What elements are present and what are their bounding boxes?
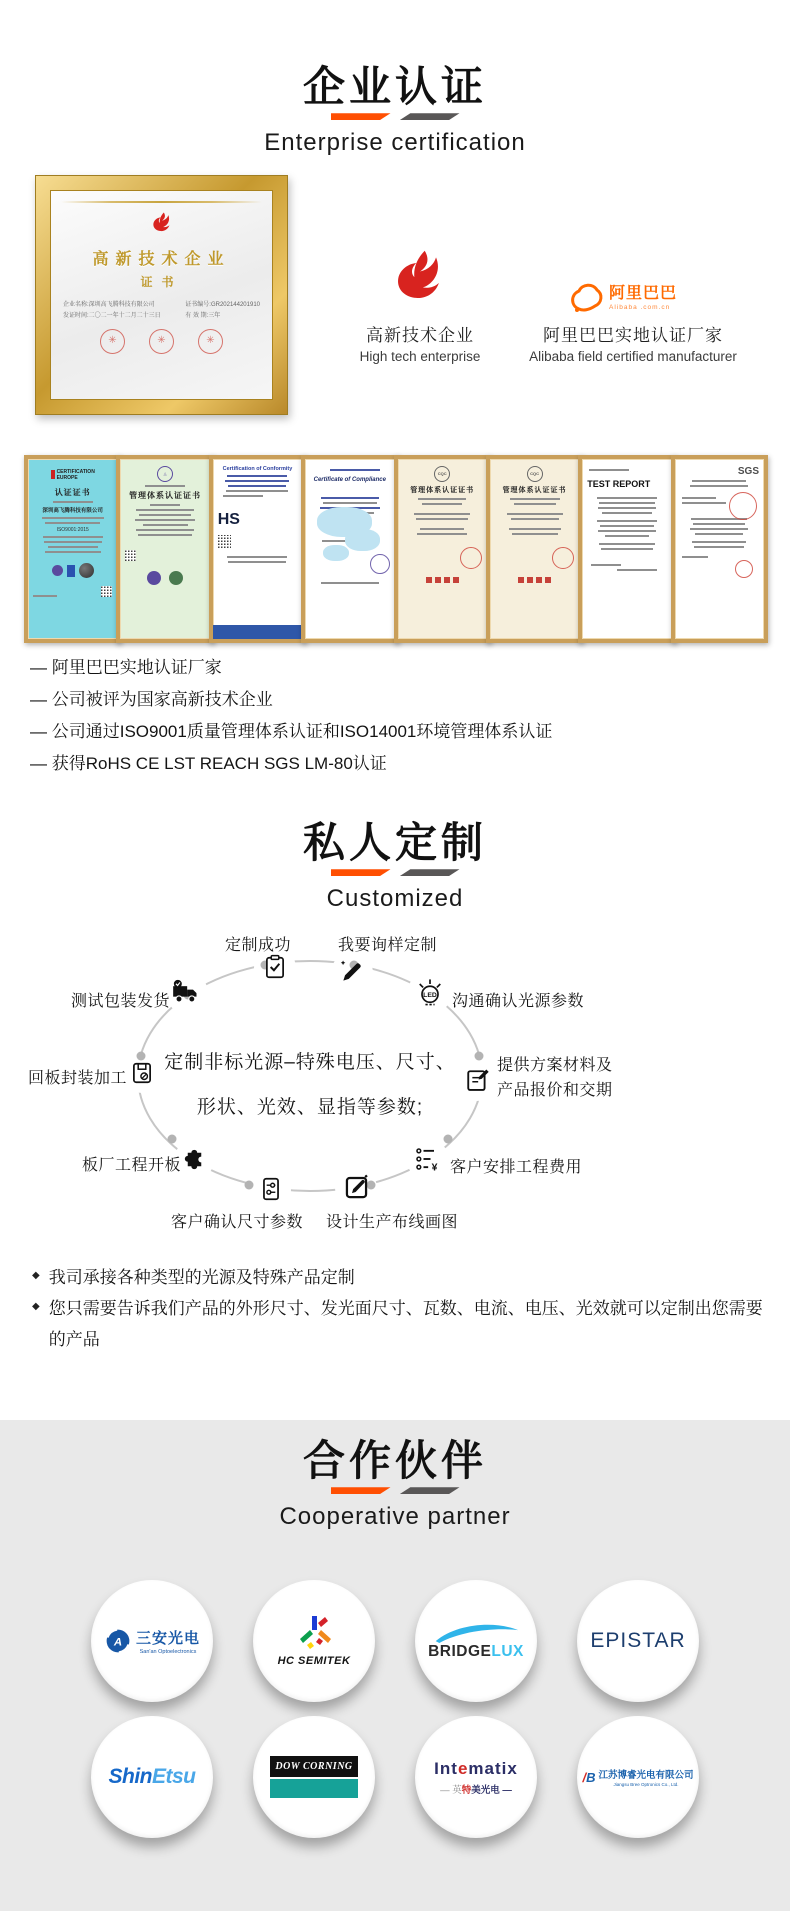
seal-row-icon (527, 577, 533, 583)
seal-row-icon (536, 577, 542, 583)
cert1-subtitle: 认证证书 (54, 488, 91, 497)
certificate-paper (50, 190, 273, 400)
certificate-thumb-management (116, 455, 213, 643)
cert4-title: Certificate of Compliance (313, 477, 386, 483)
cert-company-line: 企业名称:深圳高飞腾科技有限公司 (63, 302, 155, 308)
hcsemitek-name: HC SEMITEK (277, 1655, 351, 1667)
certification-bullets (30, 652, 770, 780)
partner-sanan (91, 1580, 213, 1702)
cert-date-line: 发证时间:二〇二一年十二月二十三日 (63, 313, 161, 319)
sliders-icon (258, 1176, 284, 1202)
world-map-graphic (323, 545, 349, 561)
cert7-title: TEST REPORT (587, 479, 651, 489)
title-underline (0, 869, 790, 876)
custom-process-diagram (0, 928, 790, 1248)
cqc-logo-icon: CQC (527, 466, 543, 482)
enterprise-cert-header (0, 64, 790, 157)
underline-gray (400, 869, 460, 876)
sanan-name-cn: 三安光电 (135, 1630, 200, 1647)
red-stamp-icon: ✳ (198, 329, 223, 354)
certificate-thumb-europe (24, 455, 121, 643)
intematix-name-cn: — 英特美光电 — (440, 1784, 512, 1796)
underline-gray (400, 1487, 460, 1494)
partner-subtitle: Cooperative partner (279, 1503, 511, 1531)
step-packaging-label: 回板封装加工 (27, 1070, 127, 1087)
cert1-title: CERTIFICATION EUROPE (56, 468, 95, 481)
cert1-company: 深圳高飞腾科技有限公司 (42, 508, 103, 514)
seal-row-icon (518, 577, 524, 583)
pencil-icon (339, 959, 365, 985)
red-stamp-icon: ✳ (149, 329, 174, 354)
iaf-badge-icon (52, 565, 63, 576)
qr-code-icon (101, 586, 112, 597)
seal-row-icon (453, 577, 459, 583)
cert-bullet: — 阿里巴巴实地认证厂家 (30, 658, 222, 677)
seal-row-icon (435, 577, 441, 583)
alibaba-logo-subtext: Alibaba .com.cn (609, 303, 671, 311)
cert3-title: Certification of Conformity (222, 466, 293, 472)
center-line2: 形状、光效、显指等参数; (196, 1097, 424, 1118)
certificate-thumb-sgs (671, 455, 768, 643)
ukas-badge-icon (67, 565, 75, 577)
cert1-standard: ISO9001:2015 (56, 527, 89, 533)
epistar-name: EPISTAR (590, 1629, 686, 1652)
partner-bree (577, 1716, 699, 1838)
cert2-title: 管理体系认证证书 (129, 491, 202, 500)
partner-epistar (577, 1580, 699, 1702)
step-shipping-label: 测试包装发货 (70, 993, 170, 1010)
medal-icon (79, 563, 94, 578)
torch-icon (387, 247, 453, 313)
certificate-thumb-compliance (301, 455, 398, 643)
certificate-thumb-rohs (209, 455, 306, 643)
dowcorning-name: DOW CORNING (270, 1756, 358, 1777)
partner-row-2 (0, 1716, 790, 1838)
red-seal-icon (735, 560, 753, 578)
step-layout-design-label: 设计生产布线画图 (325, 1214, 458, 1231)
design-pen-icon (343, 1174, 370, 1201)
gold-framed-certificate (35, 175, 288, 415)
fee-list-icon (413, 1145, 441, 1173)
alibaba-badge-label: 阿里巴巴实地认证厂家 (543, 326, 723, 345)
bree-name-en: Jiangsu Bree Optronics Co., Ltd. (613, 1782, 679, 1787)
title-underline (0, 1487, 790, 1494)
partner-row-1 (0, 1580, 790, 1702)
partner-header (0, 1438, 790, 1531)
enterprise-cert-subtitle: Enterprise certification (264, 129, 526, 157)
alibaba-logo (568, 281, 718, 315)
certificate-thumb-testreport (578, 455, 675, 643)
cert3-rohs-text: HS (217, 511, 240, 528)
bridgelux-name: BRIDGELUX (428, 1643, 524, 1660)
certificate-title: 高新技术企业 (92, 251, 231, 268)
cert-validity-line: 有 效 期:三年 (185, 313, 221, 319)
underline-orange (331, 869, 391, 876)
chip-board-icon (129, 1060, 155, 1086)
alibaba-badge-label-en: Alibaba field certified manufacturer (529, 349, 737, 364)
alibaba-face-icon (568, 281, 604, 315)
cert3-footer-band (213, 625, 302, 639)
bree-logo-icon: /B (582, 1769, 596, 1785)
hcsemitek-logo-icon (296, 1615, 332, 1651)
step-quote-label-line1: 提供方案材料及 (497, 1057, 613, 1074)
cert-bullet: — 获得RoHS CE LST REACH SGS LM-80认证 (30, 754, 387, 773)
purple-seal-icon (370, 554, 390, 574)
customized-title: 私人定制 (302, 819, 487, 866)
partner-intematix (415, 1716, 537, 1838)
svg-text:A: A (113, 1636, 123, 1649)
iaf-badge-icon (147, 571, 161, 585)
cnas-badge-icon (169, 571, 183, 585)
hitech-badge-label-en: High tech enterprise (359, 349, 481, 364)
partner-hcsemitek (253, 1580, 375, 1702)
document-pen-icon (463, 1066, 491, 1094)
cqc-logo-icon: CQC (434, 466, 450, 482)
custom-bullets (30, 1262, 766, 1355)
world-map-graphic (345, 529, 380, 551)
certificate-thumb-cqc2 (486, 455, 583, 643)
dowcorning-teal-bar (270, 1779, 358, 1798)
cert-bullet: — 公司通过ISO9001质量管理体系认证和ISO14001环境管理体系认证 (30, 722, 553, 741)
customized-header (0, 820, 790, 913)
cert5-title: 管理体系认证证书 (410, 487, 475, 494)
cert-bullet: — 公司被评为国家高新技术企业 (30, 690, 273, 709)
sanan-name-en: San'an Optoelectronics (139, 1649, 197, 1655)
sgs-logo-text: SGS (737, 466, 759, 477)
custom-bullet: ◆ 我司承接各种类型的光源及特殊产品定制 (30, 1262, 766, 1293)
bridgelux-swoosh-icon (430, 1621, 522, 1643)
qr-code-icon (218, 535, 231, 548)
seal-row-icon (444, 577, 450, 583)
certificate-seal-text: 证书 (140, 275, 183, 289)
certificate-thumb-cqc1 (394, 455, 491, 643)
certificate-ornament-rule (61, 201, 262, 203)
underline-orange (331, 1487, 391, 1494)
diamond-marker: ◆ (32, 1270, 40, 1281)
partner-bridgelux (415, 1580, 537, 1702)
cert-number-line: 证书编号:GR202144201910 (185, 302, 260, 308)
step-board-label: 板厂工程开板 (81, 1157, 181, 1174)
puzzle-icon (181, 1146, 208, 1173)
torch-icon (149, 211, 175, 237)
step-fee-label: 客户安排工程费用 (450, 1159, 583, 1176)
red-seal-icon (460, 547, 482, 569)
custom-bullet: ◆ 您只需要告诉我们产品的外形尺寸、发光面尺寸、瓦数、电流、电压、光效就可以定制出您需要的产品 (30, 1293, 766, 1355)
certificate-info (63, 300, 260, 322)
step-success-label: 定制成功 (224, 937, 291, 954)
red-seal-icon (552, 547, 574, 569)
red-stamp-icon: ✳ (100, 329, 125, 354)
sanan-logo-icon (104, 1627, 132, 1655)
center-line1: 定制非标光源–特殊电压、尺寸、 (164, 1052, 456, 1073)
partner-title: 合作伙伴 (302, 1437, 487, 1484)
led-bulb-icon (414, 976, 446, 1008)
hitech-badge-label: 高新技术企业 (366, 326, 474, 345)
intematix-name: Intematix (434, 1758, 518, 1778)
seal-row-icon (545, 577, 551, 583)
partner-dowcorning (253, 1716, 375, 1838)
clipboard-check-icon (262, 954, 288, 980)
step-quote-label-line2: 产品报价和交期 (497, 1082, 613, 1099)
certificate-stamps (51, 329, 272, 354)
svg-text:¥: ¥ (431, 1161, 438, 1173)
step-size-confirm-label: 客户确认尺寸参数 (170, 1214, 303, 1231)
customized-subtitle: Customized (326, 885, 464, 913)
step-confirm-params-label: 沟通确认光源参数 (452, 993, 585, 1010)
title-underline (0, 113, 790, 120)
bree-name-cn: 江苏博睿光电有限公司 (598, 1770, 694, 1781)
underline-gray (400, 113, 460, 120)
certificates-gallery (24, 455, 768, 643)
step-inquiry-label: 我要询样定制 (338, 937, 438, 954)
cqc-logo-icon: ◬ (157, 466, 173, 482)
alibaba-logo-text: 阿里巴巴 (609, 284, 678, 302)
enterprise-cert-title: 企业认证 (302, 63, 487, 110)
seal-row-icon (426, 577, 432, 583)
qr-code-icon (125, 550, 136, 561)
shinetsu-name: ShinEtsu (108, 1765, 196, 1788)
underline-orange (331, 113, 391, 120)
partner-shinetsu (91, 1716, 213, 1838)
diamond-marker: ◆ (32, 1301, 40, 1312)
pillar-icon (51, 470, 55, 479)
truck-icon (172, 978, 200, 1006)
cert6-title: 管理体系认证证书 (502, 487, 567, 494)
certification-hero (0, 175, 790, 425)
diagram-center-text (145, 1040, 475, 1130)
red-seal-icon (729, 492, 757, 520)
svg-text:LED: LED (423, 992, 437, 1000)
